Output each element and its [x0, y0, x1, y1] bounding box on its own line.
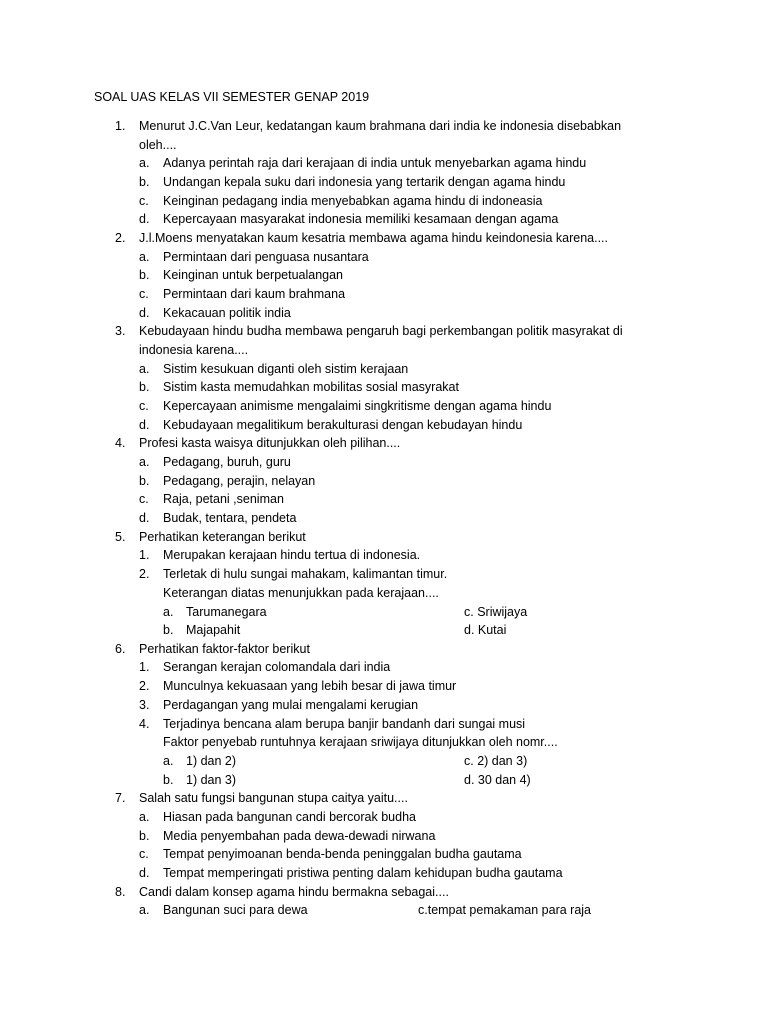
option-text: Sistim kesukuan diganti oleh sistim kerajaan	[163, 361, 409, 376]
question-number: 8.	[115, 884, 126, 899]
option-row	[0, 771, 768, 790]
option-d	[0, 864, 768, 883]
option-text: Tempat memperingati pristiwa penting dalam kehidupan budha gautama	[163, 866, 563, 881]
option-letter: a.	[139, 156, 150, 171]
question-text: J.l.Moens menyatakan kaum kesatria membawa agama hindu keindonesia karena....	[139, 231, 609, 245]
option-a	[0, 154, 768, 173]
question-number: 1.	[115, 119, 126, 133]
option-d	[0, 210, 768, 229]
option-text: Undangan kepala suku dari indonesia yang tertarik dengan agama hindu	[163, 174, 566, 189]
option-b	[0, 173, 768, 192]
statement-text: Munculnya kekuasaan yang lebih besar di jawa timur	[163, 679, 457, 694]
question-2	[0, 229, 768, 322]
option-text: Permintaan dari kaum brahmana	[163, 287, 346, 301]
statement-text: Terletak di hulu sungai mahakam, kalimantan timur.	[163, 567, 448, 582]
option-c	[0, 192, 768, 211]
option-text: Adanya perintah raja dari kerajaan di india untuk menyebarkan agama hindu	[163, 156, 587, 171]
question-text: Perhatikan keterangan berikut	[139, 529, 306, 544]
question-prompt: Faktor penyebab runtuhnya kerajaan sriwijaya ditunjukkan oleh nomr....	[163, 735, 558, 750]
statement-number: 1.	[139, 660, 150, 675]
statement-item	[0, 565, 768, 584]
option-row	[0, 621, 768, 640]
statement-item	[0, 658, 768, 677]
question-text: Kebudayaan hindu budha membawa pengaruh bagi perkembangan politik masyrakat di indonesia karena....	[139, 324, 623, 357]
option-letter: a.	[163, 754, 174, 768]
option-text: Budak, tentara, pendeta	[163, 511, 297, 526]
option-text: Kepercayaan masyarakat indonesia memiliki kesamaan dengan agama	[163, 212, 559, 227]
statement-number: 1.	[139, 548, 150, 563]
option-text-right: c.tempat pemakaman para raja	[418, 903, 592, 918]
option-letter: b.	[139, 380, 150, 395]
option-b	[0, 827, 768, 846]
option-letter: c.	[139, 492, 149, 507]
option-text-right: d. Kutai	[464, 623, 507, 638]
statement-text: Serangan kerajan colomandala dari india	[163, 660, 391, 675]
question-text: Salah satu fungsi bangunan stupa caitya yaitu....	[139, 791, 408, 806]
option-text: Raja, petani ,seniman	[163, 492, 284, 507]
option-text-right: d. 30 dan 4)	[464, 772, 531, 787]
question-prompt: Keterangan diatas menunjukkan pada kerajaan....	[163, 585, 439, 600]
option-text-right: c. Sriwijaya	[464, 604, 528, 619]
question-text: Menurut J.C.Van Leur, kedatangan kaum brahmana dari india ke indonesia disebabkan oleh....	[139, 119, 622, 152]
statement-item	[0, 677, 768, 696]
statement-item	[0, 696, 768, 715]
option-letter: c.	[139, 399, 149, 413]
option-b	[0, 472, 768, 491]
option-text: Hiasan pada bangunan candi bercorak budha	[163, 809, 416, 824]
statement-number: 2.	[139, 567, 150, 582]
option-row	[0, 901, 768, 920]
statement-item	[0, 546, 768, 565]
question-8	[0, 883, 768, 920]
option-letter: a.	[139, 361, 150, 376]
option-text: Kekacauan politik india	[163, 305, 291, 320]
option-letter: d.	[139, 417, 150, 432]
option-letter: a.	[139, 809, 150, 824]
option-letter: c.	[139, 193, 149, 208]
option-letter: b.	[139, 174, 150, 189]
question-5	[0, 528, 768, 640]
option-d	[0, 304, 768, 323]
question-3	[0, 322, 768, 434]
option-letter: c.	[139, 847, 149, 862]
statement-item	[0, 715, 768, 734]
question-number: 3.	[115, 324, 126, 339]
option-text: Pedagang, perajin, nelayan	[163, 473, 316, 488]
statement-text: Perdagangan yang mulai mengalami kerugian	[163, 697, 419, 712]
question-text: Perhatikan faktor-faktor berikut	[139, 641, 310, 656]
question-number: 4.	[115, 436, 126, 451]
option-letter: d.	[139, 305, 150, 320]
option-letter: b.	[139, 473, 150, 488]
option-text: Tarumanegara	[186, 604, 267, 619]
option-letter: c.	[139, 287, 149, 301]
option-c	[0, 490, 768, 509]
question-number: 2.	[115, 231, 126, 245]
statement-text: Merupakan kerajaan hindu tertua di indonesia.	[163, 548, 421, 563]
question-number: 6.	[115, 641, 126, 656]
option-letter: a.	[139, 455, 150, 469]
statement-number: 4.	[139, 716, 150, 731]
statement-number: 3.	[139, 697, 150, 712]
option-text: 1) dan 2)	[186, 754, 237, 768]
option-letter: b.	[139, 828, 150, 843]
option-a	[0, 248, 768, 267]
option-letter: b.	[163, 772, 174, 787]
question-6	[0, 640, 768, 789]
option-a	[0, 808, 768, 827]
question-7	[0, 789, 768, 882]
option-text: Tempat penyimoanan benda-benda peninggalan budha gautama	[163, 847, 522, 862]
question-1	[0, 117, 768, 229]
option-text: 1) dan 3)	[186, 772, 237, 787]
question-text: Candi dalam konsep agama hindu bermakna sebagai....	[139, 884, 449, 899]
option-text: Media penyembahan pada dewa-dewadi nirwana	[163, 828, 436, 843]
option-c	[0, 285, 768, 304]
option-d	[0, 416, 768, 435]
question-number: 7.	[115, 791, 126, 806]
option-letter: d.	[139, 212, 150, 227]
option-d	[0, 509, 768, 528]
option-text: Pedagang, buruh, guru	[163, 455, 291, 469]
option-c	[0, 845, 768, 864]
option-text: Kebudayaan megalitikum berakulturasi dengan kebudayan hindu	[163, 417, 523, 432]
option-text: Kepercayaan animisme mengalaimi singkritisme dengan agama hindu	[163, 399, 552, 413]
option-letter: b.	[139, 268, 150, 283]
option-text: Keinginan pedagang india menyebabkan agama hindu di indoneasia	[163, 193, 543, 208]
statement-number: 2.	[139, 679, 150, 694]
option-a	[0, 453, 768, 472]
option-text: Permintaan dari penguasa nusantara	[163, 249, 369, 264]
option-a	[0, 360, 768, 379]
document-title: SOAL UAS KELAS VII SEMESTER GENAP 2019	[94, 90, 370, 104]
option-letter: d.	[139, 866, 150, 881]
question-list	[0, 117, 768, 920]
option-letter: d.	[139, 511, 150, 526]
option-letter: a.	[163, 604, 174, 619]
option-text-right: c. 2) dan 3)	[464, 754, 528, 768]
option-letter: a.	[139, 903, 150, 918]
option-text: Keinginan untuk berpetualangan	[163, 268, 344, 283]
option-row	[0, 603, 768, 622]
option-letter: b.	[163, 623, 174, 638]
question-text: Profesi kasta waisya ditunjukkan oleh pilihan....	[139, 436, 401, 451]
statement-text: Terjadinya bencana alam berupa banjir bandanh dari sungai musi	[163, 716, 526, 731]
option-b	[0, 266, 768, 285]
option-text: Sistim kasta memudahkan mobilitas sosial masyrakat	[163, 380, 459, 395]
option-text: Bangunan suci para dewa	[163, 903, 308, 918]
option-row	[0, 752, 768, 771]
question-4	[0, 434, 768, 527]
option-c	[0, 397, 768, 416]
option-b	[0, 378, 768, 397]
option-letter: a.	[139, 249, 150, 264]
question-number: 5.	[115, 529, 126, 544]
option-text: Majapahit	[186, 623, 241, 638]
